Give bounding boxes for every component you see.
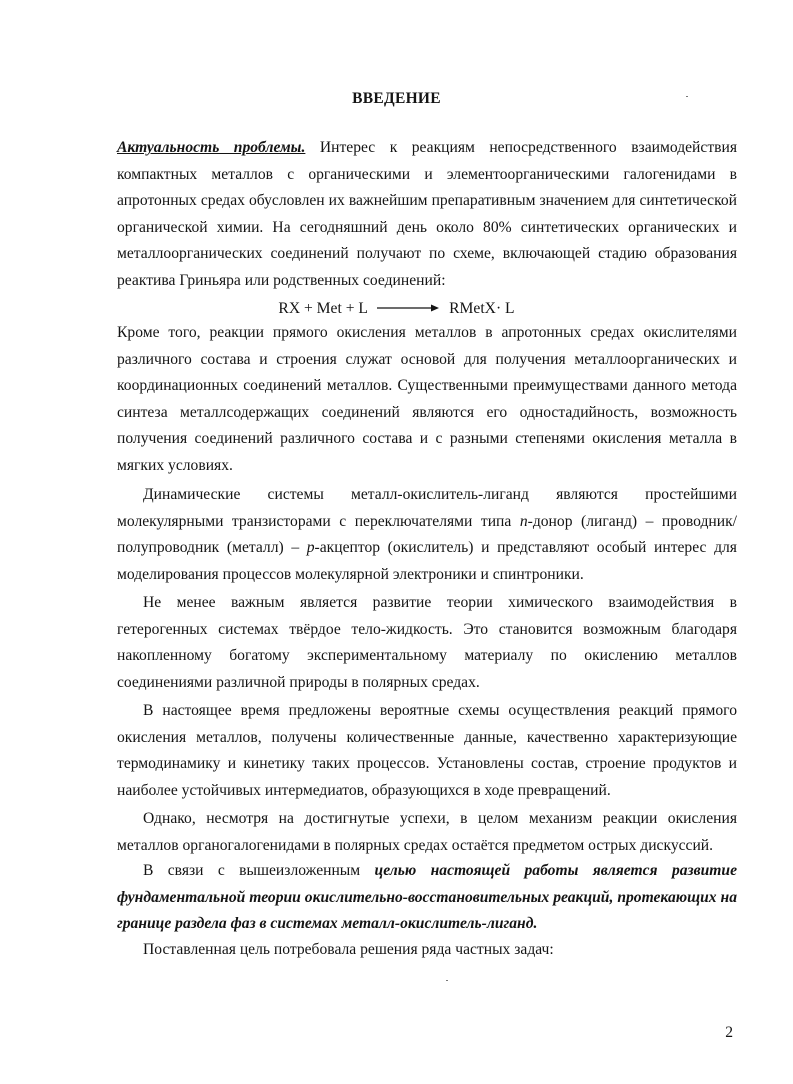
intro-paragraph bbox=[117, 135, 737, 295]
page-number: 2 bbox=[725, 1024, 733, 1041]
paragraph-4: Не менее важным является развитие теории химического взаимодействия в гетерогенных системах твёрдое тело-жидкость. Это становится возможным благодаря накопленному богатому экспериментальному материалу по окислению металлов соединениями различной природы в полярных средах. bbox=[117, 594, 737, 691]
paragraph-8: Поставленная цель потребовала решения ряда частных задач: bbox=[143, 941, 554, 958]
paragraph-3-part-c: -акцептор (окислитель) и представляют особый интерес для моделирования процессов молекулярной электроники и спинтроники. bbox=[117, 539, 737, 583]
n-donor-symbol: n bbox=[519, 512, 528, 530]
scan-speck bbox=[446, 980, 448, 981]
formula-products: RMetX· L bbox=[449, 300, 515, 317]
p-acceptor-symbol: p bbox=[306, 539, 315, 557]
paragraph-3-part-b: -донор (лиганд) – проводник/полупроводник (металл) – bbox=[117, 512, 738, 557]
reaction-formula bbox=[0, 296, 793, 322]
paragraph-6: Однако, несмотря на достигнутые успехи, в целом механизм реакции окисления металлов органогалогенидами в полярных средах остаётся предметом острых дискуссий. bbox=[117, 810, 737, 854]
intro-lead: Актуальность проблемы. bbox=[117, 139, 306, 156]
intro-text: Интерес к реакциям непосредственного взаимодействия компактных металлов с органическими и элементоорганическими галогенидами в апротонных средах обусловлен их важнейшим препаративным значением для синтетической органической химии. На сегодняшний день около 80% синтетических органических и металлоорганических соединений получают по схеме, включающей стадию образования реактива Гриньяра или родственных соединений: bbox=[117, 139, 738, 289]
paragraph-5: В настоящее время предложены вероятные схемы осуществления реакций прямого окисления металлов, получены количественные данные, качественно характеризующие термодинамику и кинетику таких процессов. Установлены состав, строение продуктов и наиболее устойчивых интермедиатов, образующихся в ходе превращений. bbox=[117, 702, 737, 799]
research-goal: целью настоящей работы является развитие фундаментальной теории окислительно-восстановительных реакций, протекающих на границе раздела фаз в системах металл-окислитель-лиганд. bbox=[117, 862, 737, 933]
paragraph-2: Кроме того, реакции прямого окисления металлов в апротонных средах окислителями различного состава и строения служат основой для получения металлоорганических и координационных соединений металлов. Существенными преимуществами данного метода синтеза металлсодержащих соединений являются его одностадийность, возможность получения соединений различного состава и с разными степенями окисления металла в мягких условиях. bbox=[117, 324, 737, 474]
paragraph-7 bbox=[117, 858, 737, 938]
scan-speck bbox=[686, 96, 688, 97]
paragraph-3 bbox=[117, 482, 737, 588]
paragraph-7-part-a: В связи с вышеизложенным bbox=[143, 862, 375, 879]
reaction-arrow-icon bbox=[375, 296, 441, 322]
paragraph-3-part-a: Динамические системы металл-окислитель-лиганд являются простейшими молекулярными транзисторами с переключателями типа bbox=[117, 486, 737, 530]
formula-reactants: RX + Met + L bbox=[278, 300, 368, 317]
page-title: ВВЕДЕНИЕ bbox=[352, 90, 441, 107]
